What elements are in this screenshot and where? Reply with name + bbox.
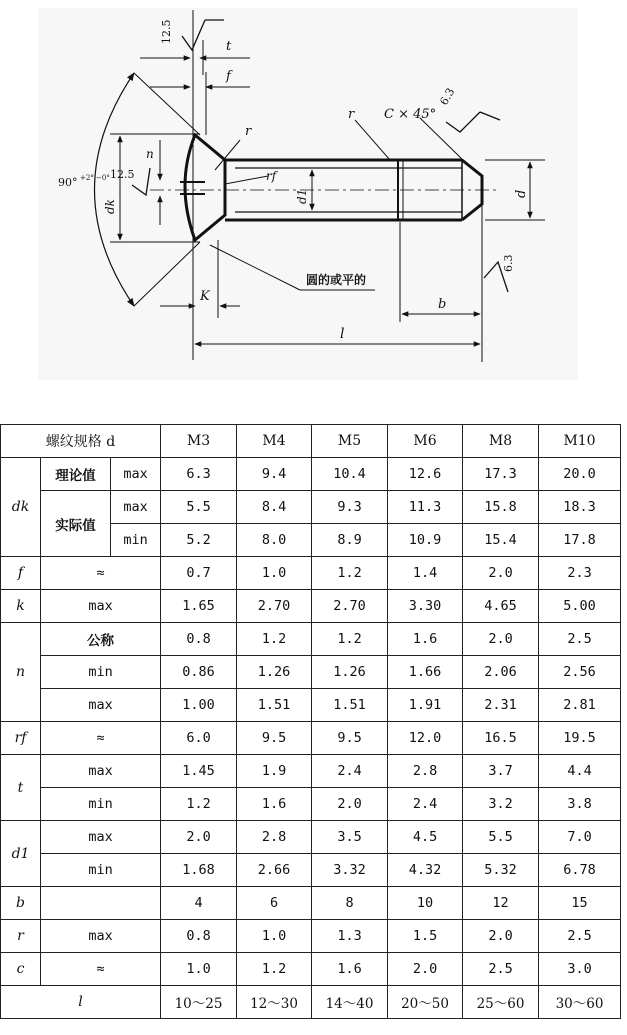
value-cell: 6.78 <box>539 854 621 887</box>
value-cell: 1.26 <box>237 656 312 689</box>
value-cell: 0.8 <box>161 920 237 953</box>
value-cell: 6 <box>237 887 312 920</box>
label-rough-top: 12.5 <box>160 19 173 44</box>
label-chamfer: C × 45° <box>384 107 437 122</box>
size-cell: M4 <box>237 425 312 458</box>
cond-cell: max <box>41 920 161 953</box>
value-cell: 3.32 <box>312 854 388 887</box>
value-cell: 1.4 <box>388 557 463 590</box>
value-cell: 9.5 <box>312 722 388 755</box>
value-cell: 1.65 <box>161 590 237 623</box>
value-cell: 2.8 <box>388 755 463 788</box>
value-cell: 8.9 <box>312 524 388 557</box>
value-cell: 1.6 <box>388 623 463 656</box>
value-cell: 2.5 <box>539 920 621 953</box>
value-cell: 19.5 <box>539 722 621 755</box>
value-cell: 3.30 <box>388 590 463 623</box>
value-cell: 2.06 <box>463 656 539 689</box>
value-cell: 4 <box>161 887 237 920</box>
value-cell: 15 <box>539 887 621 920</box>
value-cell: 2.0 <box>388 953 463 986</box>
value-cell: 2.0 <box>312 788 388 821</box>
label-l: l <box>340 326 345 342</box>
cond-cell: max <box>111 458 161 491</box>
label-b: b <box>438 297 447 312</box>
screw-drawing-svg <box>0 0 627 420</box>
label-round-or-flat: 圆的或平的 <box>306 273 367 287</box>
cond-cell <box>41 887 161 920</box>
table-row <box>1 920 621 953</box>
value-cell: 1.00 <box>161 689 237 722</box>
value-cell: 12.6 <box>388 458 463 491</box>
label-angle-tol: +2° −0° <box>80 174 110 182</box>
value-cell: 4.5 <box>388 821 463 854</box>
value-cell: 1.5 <box>388 920 463 953</box>
value-cell: 2.70 <box>312 590 388 623</box>
value-cell: 0.86 <box>161 656 237 689</box>
cond-cell: min <box>111 524 161 557</box>
cond-cell: ≈ <box>41 557 161 590</box>
value-cell: 0.7 <box>161 557 237 590</box>
value-cell: 3.8 <box>539 788 621 821</box>
table-row <box>1 689 621 722</box>
value-cell: 9.4 <box>237 458 312 491</box>
value-cell: 1.3 <box>312 920 388 953</box>
value-cell: 3.2 <box>463 788 539 821</box>
value-cell: 0.8 <box>161 623 237 656</box>
value-cell: 3.7 <box>463 755 539 788</box>
value-cell: 2.4 <box>312 755 388 788</box>
value-cell: 2.70 <box>237 590 312 623</box>
value-cell: 30～60 <box>539 986 621 1019</box>
label-t: t <box>226 39 232 54</box>
cond-cell: min <box>41 656 161 689</box>
value-cell: 1.68 <box>161 854 237 887</box>
value-cell: 11.3 <box>388 491 463 524</box>
label-d1: d1 <box>295 188 309 204</box>
value-cell: 6.0 <box>161 722 237 755</box>
value-cell: 1.6 <box>237 788 312 821</box>
value-cell: 2.56 <box>539 656 621 689</box>
value-cell: 10 <box>388 887 463 920</box>
param-symbol: r <box>1 920 41 953</box>
value-cell: 10.9 <box>388 524 463 557</box>
header-label: 螺纹规格 d <box>1 425 161 458</box>
cond-cell: max <box>41 821 161 854</box>
cond-cell: ≈ <box>41 953 161 986</box>
table-row <box>1 854 621 887</box>
table-row <box>1 557 621 590</box>
value-cell: 2.81 <box>539 689 621 722</box>
size-cell: M5 <box>312 425 388 458</box>
value-cell: 1.9 <box>237 755 312 788</box>
cond-cell: max <box>111 491 161 524</box>
value-cell: 5.32 <box>463 854 539 887</box>
value-cell: 5.5 <box>161 491 237 524</box>
value-cell: 1.91 <box>388 689 463 722</box>
value-cell: 16.5 <box>463 722 539 755</box>
label-k: K <box>200 289 210 304</box>
label-rough-right: 6.3 <box>502 254 515 272</box>
label-r-top: r <box>245 124 252 139</box>
value-cell: 2.0 <box>463 557 539 590</box>
param-symbol: k <box>1 590 41 623</box>
param-symbol: b <box>1 887 41 920</box>
value-cell: 5.00 <box>539 590 621 623</box>
table-row <box>1 953 621 986</box>
value-cell: 8 <box>312 887 388 920</box>
table-row <box>1 722 621 755</box>
label-angle: 90° <box>58 176 78 189</box>
value-cell: 5.5 <box>463 821 539 854</box>
param-symbol: d1 <box>1 821 41 887</box>
size-cell: M10 <box>539 425 621 458</box>
value-cell: 2.5 <box>539 623 621 656</box>
value-cell: 8.4 <box>237 491 312 524</box>
table-row <box>1 623 621 656</box>
value-cell: 20.0 <box>539 458 621 491</box>
param-symbol: n <box>1 623 41 722</box>
cond-cell: 公称 <box>41 623 161 656</box>
table-row <box>1 986 621 1019</box>
value-cell: 10～25 <box>161 986 237 1019</box>
value-cell: 1.45 <box>161 755 237 788</box>
param-symbol: l <box>1 986 161 1019</box>
value-cell: 5.2 <box>161 524 237 557</box>
value-cell: 2.0 <box>161 821 237 854</box>
value-cell: 10.4 <box>312 458 388 491</box>
value-cell: 1.26 <box>312 656 388 689</box>
value-cell: 12.0 <box>388 722 463 755</box>
size-cell: M8 <box>463 425 539 458</box>
value-cell: 1.2 <box>237 623 312 656</box>
value-cell: 2.0 <box>463 920 539 953</box>
value-cell: 1.66 <box>388 656 463 689</box>
cond-cell: min <box>41 788 161 821</box>
header-row <box>1 425 621 458</box>
value-cell: 7.0 <box>539 821 621 854</box>
value-cell: 2.31 <box>463 689 539 722</box>
cond-cell: max <box>41 590 161 623</box>
value-cell: 4.4 <box>539 755 621 788</box>
value-cell: 6.3 <box>161 458 237 491</box>
value-cell: 1.2 <box>237 953 312 986</box>
table-row <box>1 755 621 788</box>
cond-cell: max <box>41 755 161 788</box>
value-cell: 9.3 <box>312 491 388 524</box>
param-symbol: t <box>1 755 41 821</box>
value-cell: 2.0 <box>463 623 539 656</box>
label-dk: dk <box>103 199 117 214</box>
label-f: f <box>226 69 231 84</box>
table-row <box>1 821 621 854</box>
dk-actual-label: 实际值 <box>41 491 111 557</box>
size-cell: M3 <box>161 425 237 458</box>
value-cell: 25～60 <box>463 986 539 1019</box>
value-cell: 17.3 <box>463 458 539 491</box>
value-cell: 1.0 <box>237 557 312 590</box>
value-cell: 2.66 <box>237 854 312 887</box>
table-row <box>1 590 621 623</box>
value-cell: 1.51 <box>237 689 312 722</box>
label-d: d <box>514 189 529 198</box>
value-cell: 1.2 <box>161 788 237 821</box>
label-rough-left: 12.5 <box>110 168 135 181</box>
value-cell: 1.51 <box>312 689 388 722</box>
param-symbol: f <box>1 557 41 590</box>
param-symbol: rf <box>1 722 41 755</box>
param-symbol: dk <box>1 458 41 557</box>
dk-theory-label: 理论值 <box>41 458 111 491</box>
screw-drawing <box>0 0 627 420</box>
value-cell: 3.0 <box>539 953 621 986</box>
size-cell: M6 <box>388 425 463 458</box>
param-symbol: c <box>1 953 41 986</box>
table-row <box>1 491 621 524</box>
value-cell: 4.65 <box>463 590 539 623</box>
cond-cell: min <box>41 854 161 887</box>
cond-cell: ≈ <box>41 722 161 755</box>
value-cell: 2.3 <box>539 557 621 590</box>
value-cell: 17.8 <box>539 524 621 557</box>
label-r-mid: r <box>348 107 355 122</box>
value-cell: 20～50 <box>388 986 463 1019</box>
table-row <box>1 656 621 689</box>
value-cell: 9.5 <box>237 722 312 755</box>
value-cell: 1.0 <box>161 953 237 986</box>
value-cell: 15.8 <box>463 491 539 524</box>
value-cell: 15.4 <box>463 524 539 557</box>
value-cell: 2.8 <box>237 821 312 854</box>
spec-table <box>0 424 621 1019</box>
value-cell: 2.4 <box>388 788 463 821</box>
table-row <box>1 788 621 821</box>
value-cell: 18.3 <box>539 491 621 524</box>
value-cell: 3.5 <box>312 821 388 854</box>
label-r1: rf <box>266 169 277 183</box>
label-rough-chamfer: 6.3 <box>437 85 458 108</box>
value-cell: 14～40 <box>312 986 388 1019</box>
value-cell: 2.5 <box>463 953 539 986</box>
cond-cell: max <box>41 689 161 722</box>
value-cell: 1.6 <box>312 953 388 986</box>
value-cell: 1.2 <box>312 557 388 590</box>
value-cell: 1.2 <box>312 623 388 656</box>
value-cell: 12 <box>463 887 539 920</box>
value-cell: 8.0 <box>237 524 312 557</box>
value-cell: 4.32 <box>388 854 463 887</box>
table-row <box>1 458 621 491</box>
value-cell: 1.0 <box>237 920 312 953</box>
value-cell: 12～30 <box>237 986 312 1019</box>
table-row <box>1 887 621 920</box>
label-n: n <box>146 147 154 161</box>
